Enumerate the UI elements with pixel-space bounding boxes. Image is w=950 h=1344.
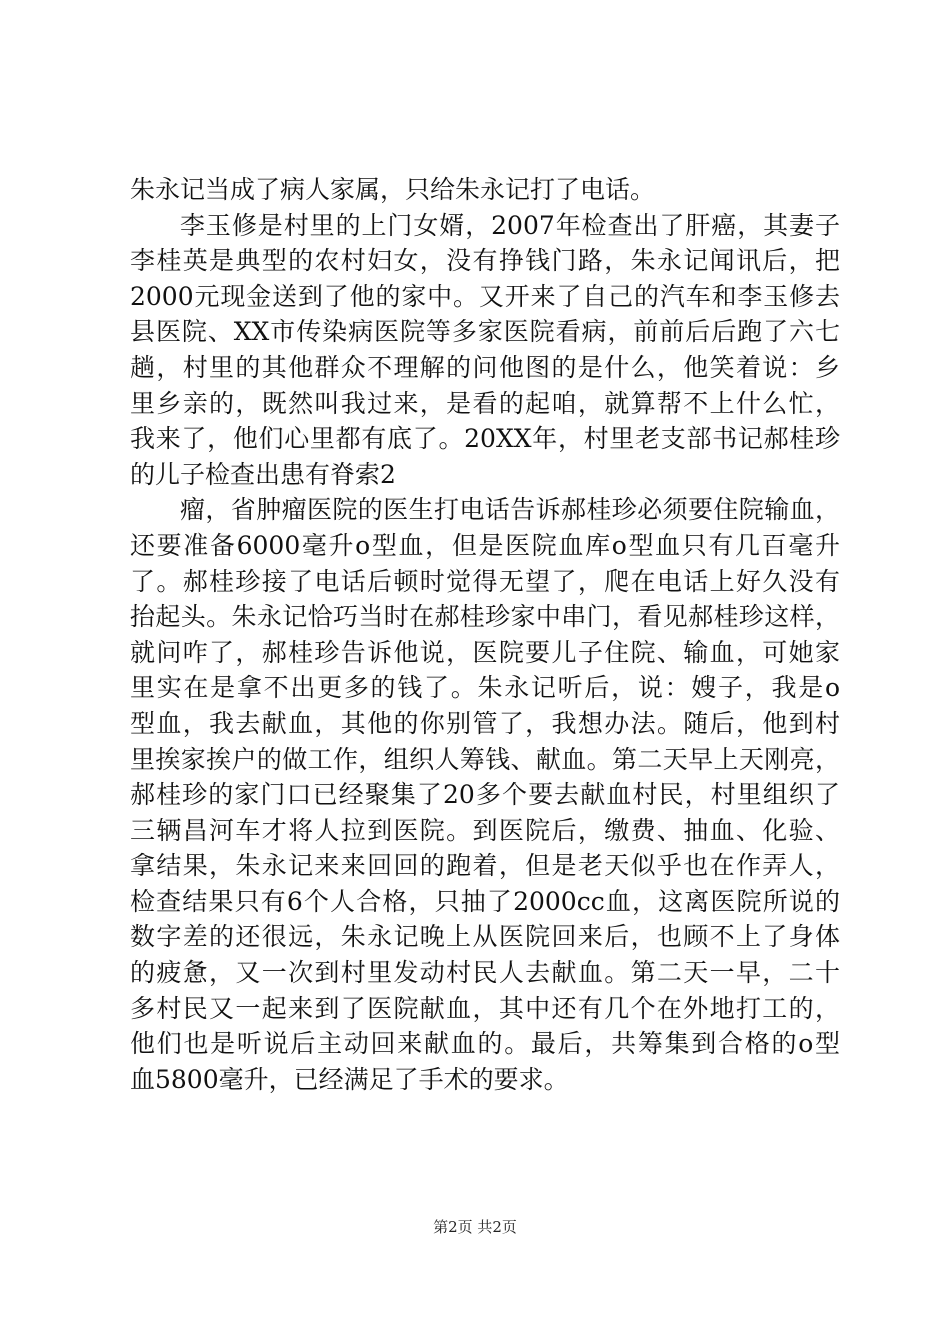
text-line: 李桂英是典型的农村妇女，没有挣钱门路，朱永记闻讯后，把 [130,246,840,276]
text-line: 抬起头。朱永记恰巧当时在郝桂珍家中串门，看见郝桂珍这样， [130,602,840,632]
text-line: 了。郝桂珍接了电话后顿时觉得无望了，爬在电话上好久没有 [130,566,840,596]
text-line: 郝桂珍的家门口已经聚集了20多个要去献血村民，村里组织了 [130,780,840,810]
text-line: 趟，村里的其他群众不理解的问他图的是什么，他笑着说：乡 [130,352,840,382]
text-line: 的儿子检查出患有脊索2 [130,459,396,489]
text-line: 三辆昌河车才将人拉到医院。到医院后，缴费、抽血、化验、 [130,815,840,845]
text-line: 数字差的还很远，朱永记晚上从医院回来后，也顾不上了身体 [130,922,840,952]
text-line: 型血，我去献血，其他的你别管了，我想办法。随后，他到村 [130,708,840,738]
text-line: 多村民又一起来到了医院献血，其中还有几个在外地打工的， [130,993,840,1023]
text-line: 检查结果只有6个人合格，只抽了2000cc血，这离医院所说的 [130,886,840,916]
text-line: 里实在是拿不出更多的钱了。朱永记听后，说：嫂子，我是o [130,673,840,703]
text-line: 还要准备6000毫升o型血，但是医院血库o型血只有几百毫升 [130,530,840,560]
text-line: 他们也是听说后主动回来献血的。最后，共筹集到合格的o型 [130,1029,840,1059]
text-line: 县医院、XX市传染病医院等多家医院看病，前前后后跑了六七 [130,317,840,347]
text-line: 拿结果，朱永记来来回回的跑着，但是老天似乎也在作弄人， [130,851,840,881]
text-line: 里挨家挨户的做工作，组织人筹钱、献血。第二天早上天刚亮， [130,744,840,774]
text-line: 的疲惫，又一次到村里发动村民人去献血。第二天一早，二十 [130,958,840,988]
text-line: 我来了，他们心里都有底了。20XX年，村里老支部书记郝桂珍 [130,424,840,454]
text-line: 瘤，省肿瘤医院的医生打电话告诉郝桂珍必须要住院输血， [180,495,840,525]
text-line: 就问咋了，郝桂珍告诉他说，医院要儿子住院、输血，可她家 [130,637,840,667]
text-line: 血5800毫升，已经满足了手术的要求。 [130,1064,569,1094]
text-line: 朱永记当成了病人家属，只给朱永记打了电话。 [130,175,656,204]
page-footer: 第2页 共2页 [433,1218,517,1236]
body-text [130,172,840,1097]
text-line: 2000元现金送到了他的家中。又开来了自己的汽车和李玉修去 [130,281,840,311]
text-line: 李玉修是村里的上门女婿，2007年检查出了肝癌，其妻子 [180,210,840,240]
text-line: 里乡亲的，既然叫我过来，是看的起咱，就算帮不上什么忙， [130,388,840,418]
